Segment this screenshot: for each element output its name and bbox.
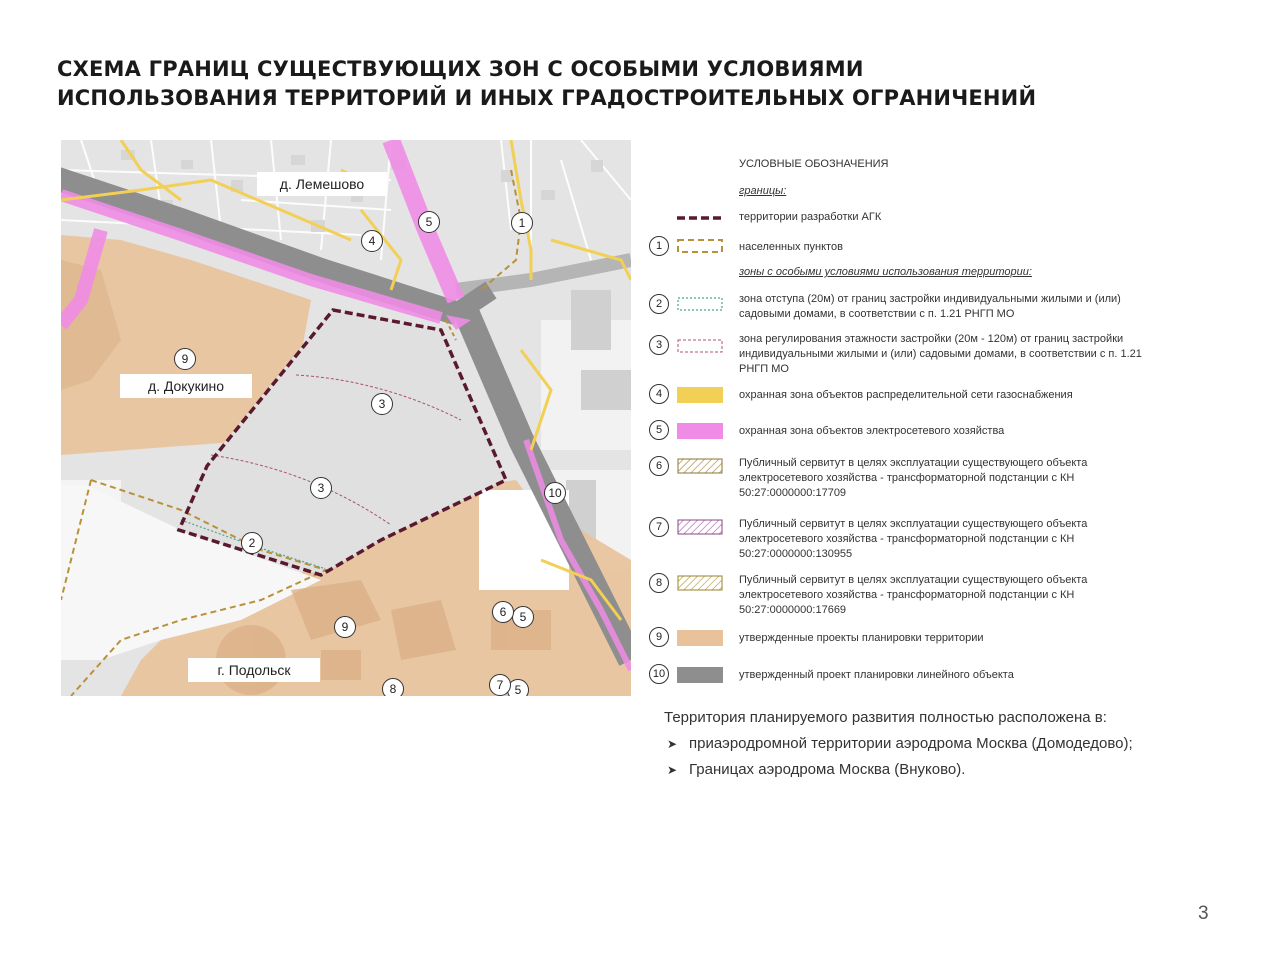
map-marker-8: 8 xyxy=(382,678,404,696)
legend-text-9: утвержденные проекты планировки территории xyxy=(739,632,984,644)
agk-border-swatch xyxy=(677,210,723,226)
place-label-lemeshovo: д. Лемешово xyxy=(257,172,387,196)
legend-num-3: 3 xyxy=(649,335,669,355)
map-marker-3b: 3 xyxy=(310,477,332,499)
map-marker-7: 7 xyxy=(489,674,511,696)
servitude-8-swatch xyxy=(677,575,723,591)
notes-item-2-text: Границах аэродрома Москва (Внуково). xyxy=(689,761,966,778)
legend-num-4: 4 xyxy=(649,384,669,404)
page-title xyxy=(57,55,1157,113)
legend-text-agk: территории разработки АГК xyxy=(739,211,882,223)
legend-text-5: охранная зона объектов электросетевого хозяйства xyxy=(739,425,1005,437)
legend-item-9 xyxy=(645,627,1165,651)
legend-num-5: 5 xyxy=(649,420,669,440)
map-marker-9a: 9 xyxy=(174,348,196,370)
zone2-swatch xyxy=(677,296,723,312)
planning-swatch xyxy=(677,630,723,646)
legend-num-6: 6 xyxy=(649,456,669,476)
legend-borders-title: границы: xyxy=(739,185,787,197)
legend-item-5 xyxy=(645,420,1165,444)
servitude-7-swatch xyxy=(677,519,723,535)
map-marker-5a: 5 xyxy=(418,211,440,233)
legend-item-2 xyxy=(645,292,1165,324)
legend-item-8 xyxy=(645,573,1165,621)
place-label-dokukino: д. Докукино xyxy=(120,374,252,398)
notes-item-2 xyxy=(664,760,1264,780)
legend-text-4: охранная зона объектов распределительной сети газоснабжения xyxy=(739,389,1073,401)
legend-heading: УСЛОВНЫЕ ОБОЗНАЧЕНИЯ xyxy=(739,158,889,170)
legend-num-10: 10 xyxy=(649,664,669,684)
legend-num-7: 7 xyxy=(649,517,669,537)
map-marker-5b: 5 xyxy=(512,606,534,628)
legend-text-1: населенных пунктов xyxy=(739,241,843,253)
legend-text-3: зона регулирования этажности застройки (20м - 120м) от границ застройки индивидуальными жилыми и (или) садовыми домами, в соответствии с п. 1.21 РНГП МО xyxy=(739,333,1142,375)
zone3-swatch xyxy=(677,338,723,354)
legend-item-10 xyxy=(645,664,1165,688)
zoning-map xyxy=(61,140,631,696)
map-marker-9b: 9 xyxy=(334,616,356,638)
legend-item-3 xyxy=(645,332,1165,378)
legend-text-6: Публичный сервитут в целях эксплуатации существующего объекта электросетевого хозяйства - трансформаторной подстанции с КН 50:27:0000000:17709 xyxy=(739,457,1088,499)
map-marker-3a: 3 xyxy=(371,393,393,415)
settlement-border-swatch xyxy=(677,238,723,254)
notes-intro: Территория планируемого развития полностью расположена в: xyxy=(664,709,1107,726)
legend-text-7: Публичный сервитут в целях эксплуатации существующего объекта электросетевого хозяйства - трансформаторной подстанции с КН 50:27:0000000:130955 xyxy=(739,518,1088,560)
notes-item-1 xyxy=(664,734,1264,754)
servitude-6-swatch xyxy=(677,458,723,474)
map-canvas xyxy=(61,140,631,696)
location-notes xyxy=(664,708,1264,780)
legend-zones-title: зоны с особыми условиями использования территории: xyxy=(739,266,1032,278)
map-marker-6: 6 xyxy=(492,601,514,623)
gas-zone-swatch xyxy=(677,387,723,403)
linear-project-swatch xyxy=(677,667,723,683)
legend-num-1: 1 xyxy=(649,236,669,256)
map-marker-4: 4 xyxy=(361,230,383,252)
title-line-1: СХЕМА ГРАНИЦ СУЩЕСТВУЮЩИХ ЗОН С ОСОБЫМИ УСЛОВИЯМИ xyxy=(57,57,864,81)
arrow-bullet-icon: ➤ xyxy=(667,763,678,777)
legend-item-6 xyxy=(645,456,1165,504)
legend-text-8: Публичный сервитут в целях эксплуатации существующего объекта электросетевого хозяйства - трансформаторной подстанции с КН 50:27:0000000:17669 xyxy=(739,574,1088,616)
legend-text-2: зона отступа (20м) от границ застройки индивидуальными жилыми и (или) садовыми домами, в соответствии с п. 1.21 РНГП МО xyxy=(739,293,1121,320)
legend-item-agk xyxy=(645,210,1165,230)
map-marker-2: 2 xyxy=(241,532,263,554)
page-number: 3 xyxy=(1198,903,1209,924)
legend-num-8: 8 xyxy=(649,573,669,593)
legend-item-7 xyxy=(645,517,1165,565)
legend-num-9: 9 xyxy=(649,627,669,647)
notes-item-1-text: приаэродромной территории аэродрома Москва (Домодедово); xyxy=(689,735,1133,752)
legend-num-2: 2 xyxy=(649,294,669,314)
title-line-2: ИСПОЛЬЗОВАНИЯ ТЕРРИТОРИЙ И ИНЫХ ГРАДОСТРОИТЕЛЬНЫХ ОГРАНИЧЕНИЙ xyxy=(57,86,1037,110)
legend-item-4 xyxy=(645,384,1165,408)
arrow-bullet-icon: ➤ xyxy=(667,737,678,751)
legend-text-10: утвержденный проект планировки линейного объекта xyxy=(739,669,1014,681)
map-marker-1: 1 xyxy=(511,212,533,234)
power-zone-swatch xyxy=(677,423,723,439)
place-label-podolsk: г. Подольск xyxy=(188,658,320,682)
legend-item-1 xyxy=(645,236,1165,260)
map-marker-10: 10 xyxy=(544,482,566,504)
map-marker-5c: 5 xyxy=(507,679,529,696)
